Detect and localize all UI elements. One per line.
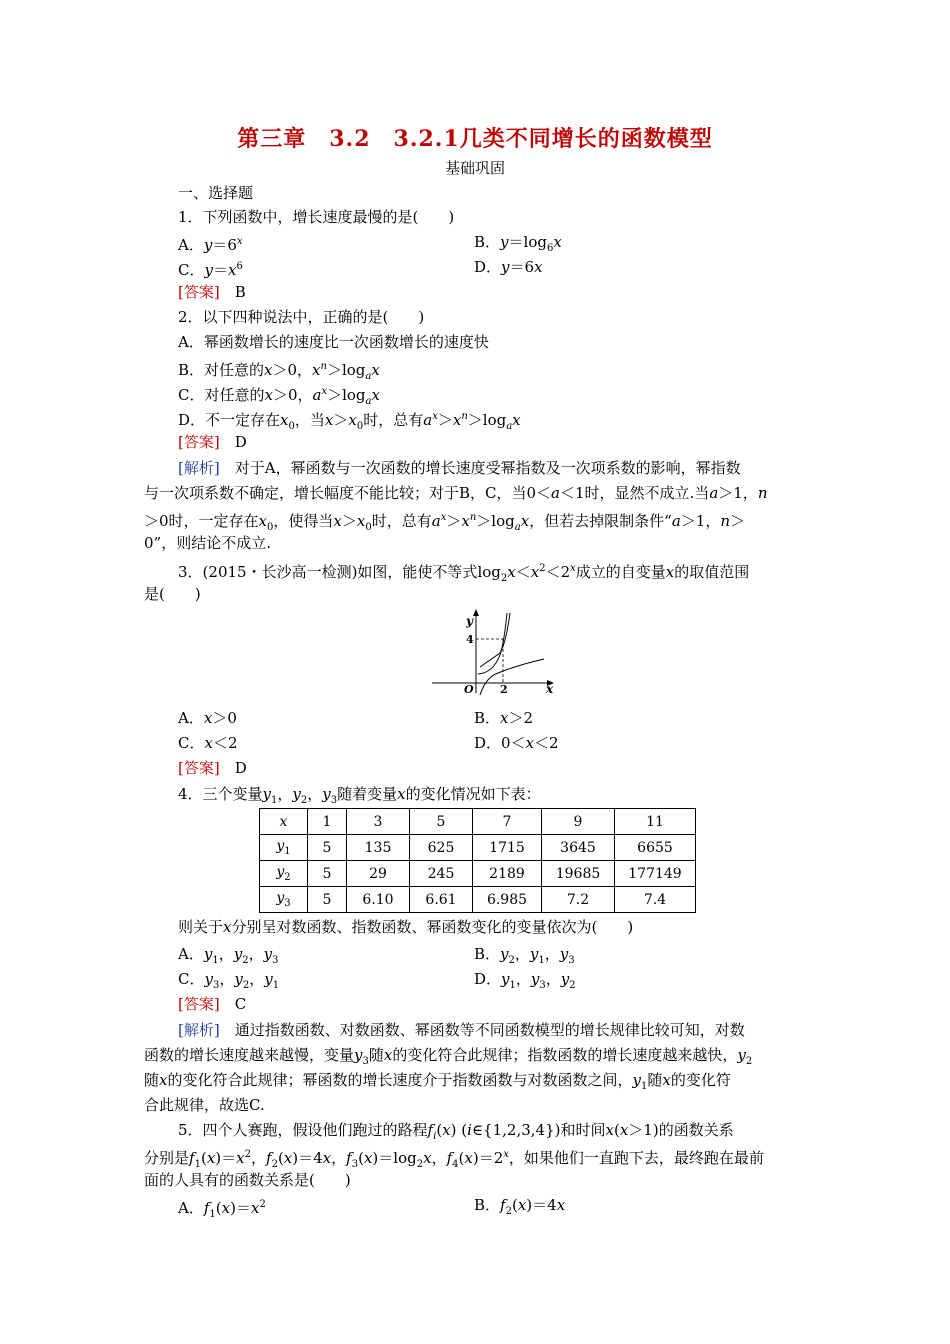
q5-stem-line-2: 分别是$f_1(x)=x^2$，$f_2(x)=4x$，$f_3(x)=\log_2x$，$f_4(x)=2^x$，如果他们一直跑下去，最终跑在最前 bbox=[144, 1149, 764, 1170]
q4-answer: [答案] C bbox=[178, 995, 247, 1013]
q2-answer: [答案] D bbox=[178, 433, 247, 451]
table-cell: 1715 bbox=[473, 835, 542, 861]
graph-origin-label: O bbox=[464, 683, 474, 696]
table-row bbox=[260, 887, 696, 913]
table-cell: 3645 bbox=[542, 835, 615, 861]
table-header-cell: 7 bbox=[473, 809, 542, 835]
q5-stem-line-1: 5．四个人赛跑，假设他们跑过的路程$f_i(x)$ (i∈{1,2,3,4})和时间x(x＞1)的函数关系 bbox=[178, 1121, 734, 1142]
table-cell: 7.2 bbox=[542, 887, 615, 913]
q1-option-b: B．$y=\log_6x$ bbox=[474, 233, 562, 254]
table-cell: 6.985 bbox=[473, 887, 542, 913]
q3-function-graph bbox=[428, 605, 560, 700]
graph-x-label: x bbox=[546, 682, 554, 696]
table-cell: 5 bbox=[308, 861, 347, 887]
table-header-cell: 11 bbox=[615, 809, 696, 835]
q5-option-a: A．$f_1(x)=x^2$ bbox=[178, 1199, 266, 1220]
table-cell: 29 bbox=[347, 861, 410, 887]
page-subtitle: 基础巩固 bbox=[444, 159, 505, 177]
table-cell: 6.10 bbox=[347, 887, 410, 913]
table-cell: 5 bbox=[308, 835, 347, 861]
table-cell: 6655 bbox=[615, 835, 696, 861]
q4-option-c: C．$y_3$，$y_2$，$y_1$ bbox=[178, 970, 280, 991]
table-header-cell: 5 bbox=[410, 809, 473, 835]
table-row bbox=[260, 835, 696, 861]
q2-analysis-line-4: 0”，则结论不成立. bbox=[144, 534, 271, 552]
table-cell: 19685 bbox=[542, 861, 615, 887]
q3-stem-line-2: 是( ) bbox=[144, 585, 201, 603]
q3-option-c: C．x＜2 bbox=[178, 734, 238, 752]
table-row-label: $y_3$ bbox=[260, 887, 308, 913]
q3-option-b: B．x＞2 bbox=[474, 709, 534, 727]
q4-analysis-line-2: 函数的增长速度越来越慢，变量$y_3$随x的变化符合此规律；指数函数的增长速度越来越快，$y_2$ bbox=[144, 1046, 753, 1067]
table-row-label: $y_2$ bbox=[260, 861, 308, 887]
q2-option-a: A．幂函数增长的速度比一次函数增长的速度快 bbox=[178, 333, 489, 351]
table-header-cell: 9 bbox=[542, 809, 615, 835]
q1-option-a: A．$y=6^x$ bbox=[178, 236, 243, 254]
q1-stem: 1．下列函数中，增长速度最慢的是( ) bbox=[178, 208, 455, 226]
q3-stem-line-1: 3．(2015・长沙高一检测)如图，能使不等式$\log_2x<x^2<2^x$成立的自变量x的取值范围 bbox=[178, 563, 750, 584]
q3-option-a: A．x＞0 bbox=[178, 709, 237, 727]
q3-option-d: D．0＜x＜2 bbox=[474, 734, 559, 752]
table-cell: 245 bbox=[410, 861, 473, 887]
table-cell: 6.61 bbox=[410, 887, 473, 913]
q4-analysis-line-1: [解析] 通过指数函数、对数函数、幂函数等不同函数模型的增长规律比较可知，对数 bbox=[178, 1021, 745, 1039]
table-row-label: $y_1$ bbox=[260, 835, 308, 861]
q4-analysis-line-4: 合此规律，故选C. bbox=[144, 1096, 265, 1114]
q4-option-a: A．$y_1$，$y_2$，$y_3$ bbox=[178, 945, 279, 966]
q5-option-b: B．$f_2(x)=4x$ bbox=[474, 1196, 566, 1217]
table-row bbox=[260, 861, 696, 887]
q1-option-c: C．$y=x^6$ bbox=[178, 261, 243, 279]
q2-analysis-line-3: ＞0时，一定存在$x_0$，使得当$x>x_0$时，总有$a^x>x^n>\log_ax$，但若去掉限制条件“a＞1，n＞ bbox=[144, 512, 746, 533]
q4-option-d: D．$y_1$，$y_3$，$y_2$ bbox=[474, 970, 576, 991]
q2-analysis-line-2: 与一次项系数不确定，增长幅度不能比较；对于B，C，当0＜a＜1时，显然不成立.当a＞1，n bbox=[144, 484, 768, 502]
q5-stem-line-3: 面的人具有的函数关系是( ) bbox=[144, 1171, 351, 1189]
q4-option-b: B．$y_2$，$y_1$，$y_3$ bbox=[474, 945, 575, 966]
page-title: 第三章 3.2 3.2.1几类不同增长的函数模型 bbox=[237, 126, 713, 152]
table-cell: 135 bbox=[347, 835, 410, 861]
q1-answer: [答案] B bbox=[178, 283, 246, 301]
q2-option-c: C．对任意的x＞0，$a^x>\log_ax$ bbox=[178, 386, 380, 407]
table-header-cell: 1 bbox=[308, 809, 347, 835]
q4-follow-up: 则关于x分别呈对数函数、指数函数、幂函数变化的变量依次为( ) bbox=[178, 918, 634, 936]
table-header-cell: 3 bbox=[347, 809, 410, 835]
table-cell: 7.4 bbox=[615, 887, 696, 913]
table-cell: 625 bbox=[410, 835, 473, 861]
q2-option-d: D．不一定存在$x_0$，当$x>x_0$时，总有$a^x>x^n>\log_ax$ bbox=[178, 411, 521, 432]
q2-analysis-line-1: [解析] 对于A，幂函数与一次函数的增长速度受幂指数及一次项系数的影响，幂指数 bbox=[178, 459, 741, 477]
table-cell: 5 bbox=[308, 887, 347, 913]
graph-tick-4: 4 bbox=[466, 633, 474, 646]
table-header-row bbox=[260, 809, 696, 835]
q1-option-d: D．y＝6x bbox=[474, 258, 543, 276]
graph-y-label: y bbox=[466, 614, 473, 628]
q4-stem: 4．三个变量$y_1$，$y_2$，$y_3$随着变量x的变化情况如下表： bbox=[178, 785, 541, 806]
table-cell: 177149 bbox=[615, 861, 696, 887]
table-header-cell: x bbox=[260, 809, 308, 835]
graph-tick-2: 2 bbox=[500, 683, 508, 696]
q2-option-b: B．对任意的x＞0，$x^n>\log_ax$ bbox=[178, 361, 380, 382]
section-heading: 一、选择题 bbox=[178, 184, 254, 202]
q2-stem: 2．以下四种说法中，正确的是( ) bbox=[178, 308, 425, 326]
q4-analysis-line-3: 随x的变化符合此规律；幂函数的增长速度介于指数函数与对数函数之间，$y_1$随x的变化符 bbox=[144, 1071, 731, 1092]
table-cell: 2189 bbox=[473, 861, 542, 887]
q4-data-table bbox=[259, 808, 696, 913]
q3-answer: [答案] D bbox=[178, 759, 247, 777]
